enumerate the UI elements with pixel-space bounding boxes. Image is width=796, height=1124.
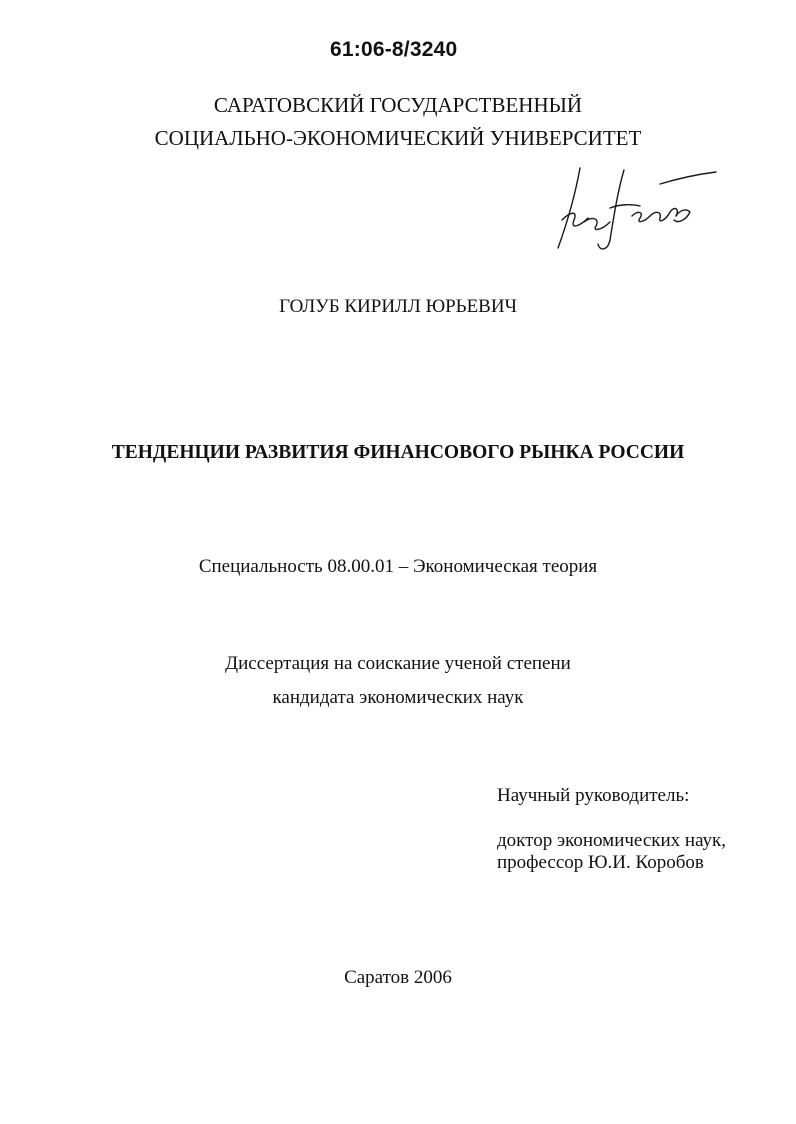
catalog-number: 61:06-8/3240 xyxy=(330,38,458,61)
specialty: Специальность 08.00.01 – Экономическая теория xyxy=(198,556,598,577)
supervisor-name: профессор Ю.И. Коробов xyxy=(497,852,704,873)
author-name: ГОЛУБ КИРИЛЛ ЮРЬЕВИЧ xyxy=(279,296,517,317)
university-name-line-2: СОЦИАЛЬНО-ЭКОНОМИЧЕСКИЙ УНИВЕРСИТЕТ xyxy=(154,126,642,150)
supervisor-degree: доктор экономических наук, xyxy=(497,830,727,851)
handwritten-signature xyxy=(540,160,720,260)
degree-line-2: кандидата экономических наук xyxy=(272,687,524,708)
university-name-line-1: САРАТОВСКИЙ ГОСУДАРСТВЕННЫЙ xyxy=(213,93,583,117)
supervisor-label: Научный руководитель: xyxy=(497,785,690,806)
degree-line-1: Диссертация на соискание ученой степени xyxy=(225,653,571,674)
city-year: Саратов 2006 xyxy=(344,967,452,988)
dissertation-title: ТЕНДЕНЦИИ РАЗВИТИЯ ФИНАНСОВОГО РЫНКА РОССИИ xyxy=(111,442,685,463)
